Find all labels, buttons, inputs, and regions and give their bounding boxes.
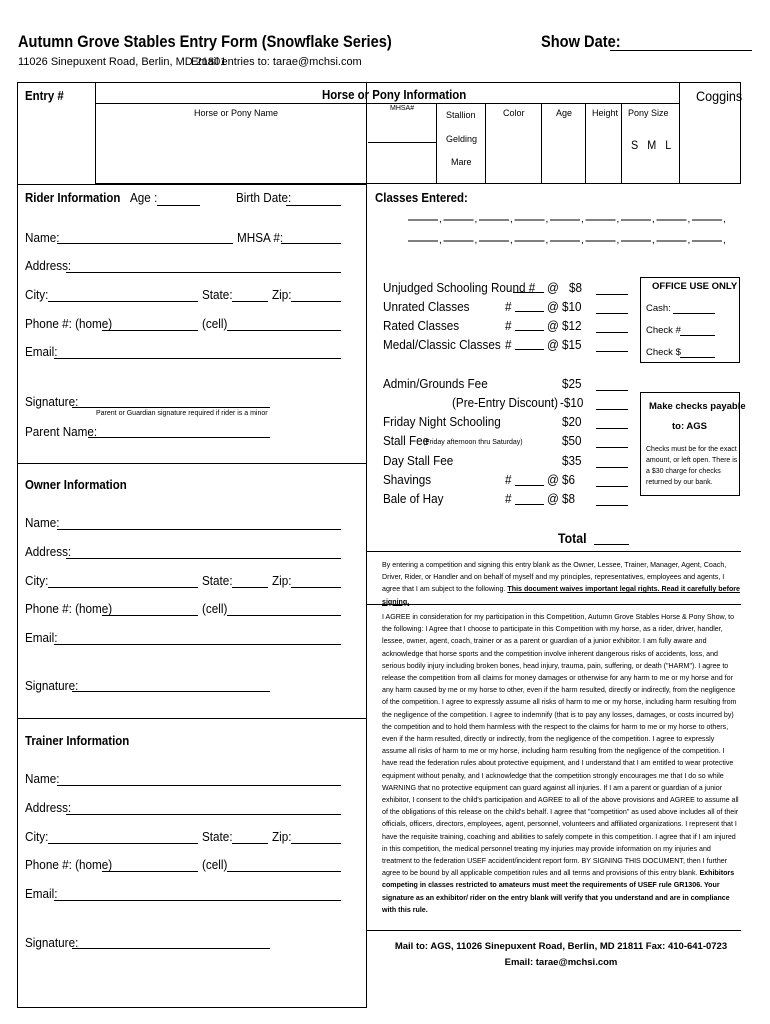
divider [367,551,741,552]
rider-cell-field[interactable] [227,330,341,331]
fee-at: @ [547,491,559,506]
owner-name-field[interactable] [57,529,341,530]
fee-price-unrated: $10 [562,299,582,314]
stall-label: Stall Fee [383,433,430,448]
friday-label: Friday Night Schooling [383,414,501,429]
class-number-fields[interactable] [408,210,733,250]
owner-zip-label: Zip: [272,573,292,588]
divider [621,103,622,184]
fee-at: @ [547,280,559,295]
class-comma: , [474,235,478,246]
owner-signature-label: Signature: [25,678,79,693]
class-comma: , [439,235,442,246]
qty-field-medal[interactable] [515,349,544,350]
legal-intro [382,559,740,608]
rider-state-field[interactable] [232,301,268,302]
class-number-blanks [408,210,733,250]
owner-cell-label: (cell) [202,601,228,616]
fee-at: @ [547,472,559,487]
shavings-price: $6 [562,472,576,487]
rider-section-title: Rider Information [25,190,121,205]
trainer-address-field[interactable] [66,814,341,815]
trainer-signature-field[interactable] [72,948,270,949]
fee-price-rated: $12 [562,318,582,333]
fee-price-unjudged: $8 [569,280,583,295]
divider [585,103,586,184]
rider-cell-label: (cell) [202,316,228,331]
owner-signature-field[interactable] [72,691,270,692]
class-comma: , [723,214,726,225]
show-date-field[interactable] [610,50,752,51]
header-email: Email entries to: tarae@mchsi.com [191,56,362,68]
fee-label-unrated: Unrated Classes [383,299,470,314]
divider [436,103,437,184]
fee-hash: # [505,337,512,352]
payable-line-2: to: AGS [672,421,708,432]
fee-hash: # [505,491,512,506]
owner-name-label: Name: [25,515,60,530]
owner-address-label: Address: [25,544,72,559]
trainer-zip-label: Zip: [272,829,292,844]
office-check-amt-label: Check $ [646,347,681,358]
color-label: Color [503,108,525,118]
divider [679,82,680,184]
height-label: Height [592,108,619,118]
class-comma: , [616,214,620,225]
fee-hash: # [505,472,512,487]
class-comma: , [581,214,584,225]
rider-email-field[interactable] [54,358,341,359]
trainer-section-title: Trainer Information [25,733,130,748]
rider-address-field[interactable] [66,272,341,273]
class-comma: , [616,235,620,246]
amount-field[interactable] [596,351,628,352]
form-title: Autumn Grove Stables Entry Form (Snowflake Series) [18,32,392,51]
parent-name-field[interactable] [88,437,270,438]
total-field[interactable] [594,544,629,545]
class-comma: , [687,235,691,246]
trainer-email-field[interactable] [54,900,341,901]
rider-name-field[interactable] [57,243,233,244]
day-stall-label: Day Stall Fee [383,453,454,468]
gelding-option[interactable]: Gelding [446,134,478,144]
check-policy-2: amount, or left open. There is [646,457,738,464]
hay-price: $8 [562,491,576,506]
class-comma: , [652,214,655,225]
fee-label-medal: Medal/Classic Classes [383,337,501,352]
pre-entry-price: -$10 [560,395,584,410]
mail-to-line: Mail to: AGS, 11026 Sinepuxent Road, Berlin, MD 21811 Fax: 410-641-0723 [394,941,728,952]
amount-field[interactable] [596,409,628,410]
header-address: 11026 Sinepuxent Road, Berlin, MD 21801 [18,56,227,68]
trainer-address-label: Address: [25,800,72,815]
trainer-email-label: Email: [25,886,58,901]
trainer-phone-field[interactable] [102,871,198,872]
hay-label: Bale of Hay [383,491,444,506]
divider [485,103,486,184]
class-comma: , [723,235,726,246]
pony-size-options[interactable]: S M L [631,138,672,152]
rider-city-field[interactable] [48,301,198,302]
owner-zip-field[interactable] [291,587,341,588]
mare-option[interactable]: Mare [451,157,472,167]
admin-fee-label: Admin/Grounds Fee [383,376,488,391]
qty-field-unrated[interactable] [515,311,544,312]
amount-field[interactable] [596,332,628,333]
amount-field[interactable] [596,390,628,391]
fee-label-rated: Rated Classes [383,318,460,333]
stall-note: (Friday afternoon thru Saturday) [423,439,523,446]
qty-field-hay[interactable] [515,504,544,505]
horse-section-title: Horse or Pony Information [322,87,467,102]
legal-body-text: I AGREE in consideration for my participation in this Competition, Autumn Grove Stables Horse & Pony Show, to the following: I Agree that I choose to participate in this Competition with my horse, as a rider, driver, handler, lessee, owner, agent, coach, trainer or as a parent or guardian of a junior exhibitor. I am fully aware and acknowledge that horse sports and the competition involve inherent dangerous risks of accidents, loss, and serious bodily injury including broken bones, head injury, trauma, pain, suffering, or death ("HARM"). I agree to release the competition from all claims for money damages or otherwise for any harm to me or my horse and for any harm caused by me or my horse to other, even if the harm resulted, directly or indirectly, from the negligence of the competition. I agree to expressly assume all risks of harm to me or my horse, including harm resulting from the negligence of the competition. I agree to indemnify (that is to pay any losses, damages, or costs incurred by) the competition and to hold them harmless with the respect to the claims for harm to me or my horse to others, even if the harm resulted, directly or indirectly, from the negligence of the competition. I agree to expressly assume all risks of harm to me or my horse, including harm resulting from the negligence of the competition. I have read the federation rules about protective equipment, and I understand that I am entitled to wear protective equipment without penalty, and I acknowledge that the competition strongly encourages me that I do so while WARNING that no protective equipment can guard against all injuries. If I am a parent or guardian of a junior exhibitor, I consent to the child's participation and AGREE to all of the above provisions and AGREE to assume all of the obligations of this release on the child's behalf. I agree that "competition" as used above includes all of their officials, officers, directors, employees, agent, personnel, volunteers and affiliated organizations. I represent that I have the requisite training, coaching and abilities to safely compete in this competition. I agree that if I am injured in this competition, the medical personnel treating my injuries may provide information on my injuries and treatment to the federation USEF accident/incident report form. BY SIGNING THIS DOCUMENT, then I further agree to be bound by all applicable competition rules and all terms and provisions of this entry blank. [382,613,739,878]
guardian-note: Parent or Guardian signature required if rider is a minor [96,410,268,417]
office-use-title: OFFICE USE ONLY [652,281,738,292]
trainer-city-field[interactable] [48,843,198,844]
mail-email-line: Email: tarae@mchsi.com [504,957,618,968]
fee-at: @ [547,299,559,314]
legal-amateur-rule: Exhibitors competing in classes restricted to amateurs must meet the requirements of USEF rule GR1306. Your signature as an exhibitor/ rider on the entry blank will verify that you understand and are in compliance with this rule. [382,869,735,914]
amount-field[interactable] [596,428,628,429]
class-comma: , [545,235,549,246]
parent-name-label: Parent Name: [25,424,98,439]
pre-entry-label: (Pre-Entry Discount) [452,395,558,410]
divider [17,718,367,719]
owner-phone-field[interactable] [102,615,198,616]
amount-field[interactable] [596,313,628,314]
owner-email-label: Email: [25,630,58,645]
trainer-phone-label: Phone #: (home) [25,857,113,872]
fee-at: @ [547,318,559,333]
rider-phone-label: Phone #: (home) [25,316,113,331]
fee-hash: # [505,299,512,314]
entry-number-label: Entry # [25,88,64,103]
check-policy-3: a $30 charge for checks [646,468,721,475]
owner-city-label: City: [25,573,49,588]
class-comma: , [474,214,478,225]
legal-intro-text: By entering a competition and signing this entry blank as the Owner, Lessee, Trainer, Manager, Agent, Coach, Driver, Rider, or Handler and on behalf of myself and my principles, representatives, employees and agents, I agree that I am subject to the following. [382,561,727,594]
fee-at: @ [547,337,559,352]
office-cash-field[interactable] [673,313,715,314]
class-comma: , [545,214,549,225]
rider-city-label: City: [25,287,49,302]
amount-field[interactable] [596,505,628,506]
amount-field[interactable] [596,486,628,487]
trainer-cell-label: (cell) [202,857,228,872]
rider-zip-label: Zip: [272,287,292,302]
check-policy-4: returned by our bank. [646,479,713,486]
trainer-name-label: Name: [25,771,60,786]
day-stall-price: $35 [562,453,582,468]
divider [17,463,367,464]
mhsa-label: MHSA# [390,105,415,112]
class-comma: , [687,214,691,225]
legal-warning: This document waives important legal rights. Read it carefully before signing. [382,585,740,606]
rider-address-label: Address: [25,258,72,273]
age-label: Age [556,108,573,118]
shavings-label: Shavings [383,472,432,487]
class-comma: , [439,214,442,225]
rider-phone-field[interactable] [102,330,198,331]
classes-section-title: Classes Entered: [375,190,468,205]
stallion-option[interactable]: Stallion [446,110,476,120]
fee-label-unjudged: Unjudged Schooling Round # [383,280,536,295]
qty-field-unjudged[interactable] [513,292,544,293]
office-check-no-field[interactable] [680,335,715,336]
divider [367,604,741,605]
rider-signature-field[interactable] [72,407,270,408]
trainer-signature-label: Signature: [25,935,79,950]
rider-signature-label: Signature: [25,394,79,409]
divider [367,930,741,931]
legal-body [382,611,740,916]
amount-field[interactable] [596,447,628,448]
office-cash-label: Cash: [646,303,671,314]
stall-price: $50 [562,433,582,448]
rider-zip-field[interactable] [291,301,341,302]
show-date-label: Show Date: [541,32,621,51]
class-comma: , [652,235,655,246]
rider-birth-field[interactable] [286,205,341,206]
class-comma: , [510,235,513,246]
trainer-zip-field[interactable] [291,843,341,844]
mhsa-field[interactable] [368,142,436,143]
owner-city-field[interactable] [48,587,198,588]
owner-address-field[interactable] [66,558,341,559]
class-comma: , [510,214,513,225]
owner-state-label: State: [202,573,233,588]
check-policy-1: Checks must be for the exact [646,446,737,453]
rider-email-label: Email: [25,344,58,359]
fee-price-medal: $15 [562,337,582,352]
amount-field[interactable] [596,467,628,468]
divider [95,103,679,104]
office-check-no-label: Check # [646,325,681,336]
divider [17,184,367,185]
rider-age-field[interactable] [157,205,200,206]
owner-state-field[interactable] [232,587,268,588]
amount-field[interactable] [596,294,628,295]
rider-birth-label: Birth Date: [236,190,292,205]
class-comma: , [581,235,584,246]
qty-field-shavings[interactable] [515,485,544,486]
office-check-amt-field[interactable] [680,357,715,358]
rider-age-label: Age : [130,190,158,205]
fee-hash: # [505,318,512,333]
owner-section-title: Owner Information [25,477,127,492]
friday-price: $20 [562,414,582,429]
trainer-city-label: City: [25,829,49,844]
admin-fee-price: $25 [562,376,582,391]
divider [541,103,542,184]
rider-state-label: State: [202,287,233,302]
owner-cell-field[interactable] [227,615,341,616]
payable-line-1: Make checks payable [649,401,746,412]
rider-mhsa-label: MHSA #: [237,230,284,245]
qty-field-rated[interactable] [515,330,544,331]
rider-mhsa-field[interactable] [281,243,341,244]
owner-phone-label: Phone #: (home) [25,601,113,616]
trainer-cell-field[interactable] [227,871,341,872]
horse-name-label: Horse or Pony Name [194,108,279,118]
total-label: Total [558,530,587,546]
trainer-state-field[interactable] [232,843,268,844]
trainer-state-label: State: [202,829,233,844]
trainer-name-field[interactable] [57,785,341,786]
rider-name-label: Name: [25,230,60,245]
pony-size-label: Pony Size [628,108,669,118]
owner-email-field[interactable] [54,644,341,645]
coggins-label: Coggins [696,88,743,104]
